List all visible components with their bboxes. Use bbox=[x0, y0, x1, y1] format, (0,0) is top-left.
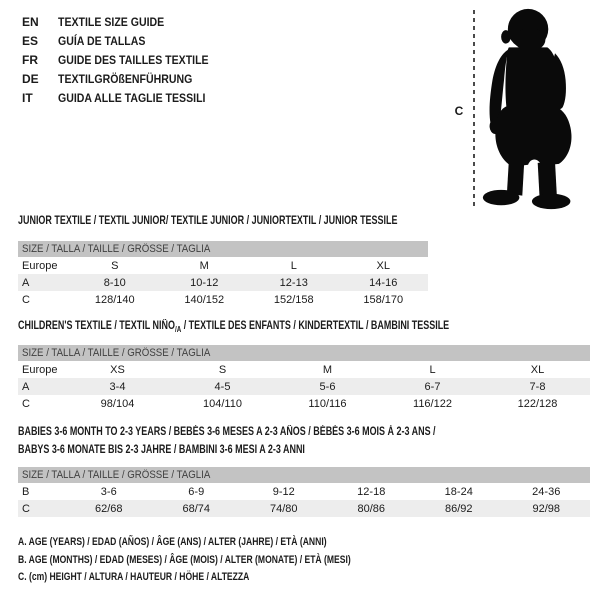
children-size-table bbox=[18, 345, 590, 412]
babies-heading-text-line1: BABIES 3-6 MONTH TO 2-3 YEARS / BEBÉS 3-6 MESES A 2-3 AÑOS / BÉBÉS 3-6 MOIS À 2-3 ANS / bbox=[18, 426, 436, 438]
children-heading-pre: CHILDREN'S TEXTILE / TEXTIL NIÑO bbox=[18, 320, 175, 332]
column-header: L bbox=[290, 259, 297, 272]
language-row-it bbox=[22, 88, 229, 107]
babies-section-heading-line1 bbox=[18, 426, 553, 438]
size-value: 8-10 bbox=[103, 276, 126, 289]
size-value: 74/80 bbox=[269, 502, 298, 515]
children-heading-text bbox=[18, 320, 449, 332]
language-row-fr bbox=[22, 50, 229, 69]
column-header: S bbox=[111, 259, 119, 272]
height-measure-label: C bbox=[454, 104, 464, 118]
size-header-bar bbox=[18, 467, 590, 483]
table-row-columns bbox=[18, 257, 428, 274]
toddler-silhouette-icon bbox=[481, 7, 579, 211]
table-row-age-months bbox=[18, 483, 590, 500]
language-code: EN bbox=[22, 14, 39, 29]
size-value: 6-7 bbox=[424, 380, 441, 393]
language-row-es bbox=[22, 31, 229, 50]
size-value: 128/140 bbox=[94, 293, 135, 306]
row-label: C bbox=[22, 397, 30, 410]
size-value: 110/116 bbox=[308, 397, 347, 410]
column-header: S bbox=[218, 363, 227, 376]
footnote-c-text: C. (cm) HEIGHT / ALTURA / HAUTEUR / HÖHE / ALTEZZA bbox=[18, 571, 250, 583]
language-row-de bbox=[22, 69, 229, 88]
size-header-text: SIZE / TALLA / TAILLE / GRÖSSE / TAGLIA bbox=[22, 347, 211, 359]
row-label: B bbox=[22, 485, 30, 498]
language-code: DE bbox=[22, 71, 39, 86]
language-code: ES bbox=[22, 33, 39, 48]
table-row-columns bbox=[18, 361, 590, 378]
size-value: 104/110 bbox=[203, 397, 242, 410]
size-value: 62/68 bbox=[94, 502, 123, 515]
language-label: TEXTILE SIZE GUIDE bbox=[58, 14, 165, 29]
size-value: 4-5 bbox=[214, 380, 231, 393]
size-value: 7-8 bbox=[529, 380, 546, 393]
table-row-height bbox=[18, 395, 590, 412]
size-header-text: SIZE / TALLA / TAILLE / GRÖSSE / TAGLIA bbox=[22, 243, 211, 255]
column-header: Europe bbox=[22, 363, 58, 376]
language-label: GUIDA ALLE TAGLIE TESSILI bbox=[58, 90, 206, 105]
size-value: 12-18 bbox=[357, 485, 386, 498]
height-measure-dashed-line bbox=[473, 10, 475, 207]
size-value: 14-16 bbox=[369, 276, 398, 289]
table-row-age bbox=[18, 378, 590, 395]
size-value: 80/86 bbox=[357, 502, 386, 515]
footnote-b-text: B. AGE (MONTHS) / EDAD (MESES) / ÂGE (MOIS) / ALTER (MONATE) / ETÀ (MESI) bbox=[18, 554, 351, 566]
size-value: 152/158 bbox=[273, 293, 314, 306]
size-value: 140/152 bbox=[184, 293, 225, 306]
size-value: 6-9 bbox=[188, 485, 205, 498]
row-label: A bbox=[22, 380, 30, 393]
size-value: 9-12 bbox=[272, 485, 295, 498]
size-value: 3-6 bbox=[100, 485, 117, 498]
size-value: 12-13 bbox=[279, 276, 308, 289]
junior-heading-text: JUNIOR TEXTILE / TEXTIL JUNIOR/ TEXTILE JUNIOR / JUNIORTEXTIL / JUNIOR TESSILE bbox=[18, 215, 398, 227]
row-label: A bbox=[22, 276, 30, 289]
size-value: 10-12 bbox=[190, 276, 219, 289]
row-label: C bbox=[22, 293, 30, 306]
size-value: 86/92 bbox=[444, 502, 473, 515]
language-label: GUÍA DE TALLAS bbox=[58, 33, 146, 48]
row-label: C bbox=[22, 502, 30, 515]
size-value: 3-4 bbox=[109, 380, 126, 393]
table-row-age bbox=[18, 274, 428, 291]
language-row-en bbox=[22, 12, 229, 31]
junior-size-table bbox=[18, 241, 428, 308]
footnote-c bbox=[18, 571, 315, 583]
language-code: IT bbox=[22, 90, 33, 105]
size-value: 158/170 bbox=[363, 293, 404, 306]
column-header: XS bbox=[110, 363, 125, 376]
size-value: 24-36 bbox=[532, 485, 561, 498]
size-value: 98/104 bbox=[100, 397, 135, 410]
footnote-a bbox=[18, 536, 414, 548]
table-row-height bbox=[18, 500, 590, 517]
footnote-a-text: A. AGE (YEARS) / EDAD (AÑOS) / ÂGE (ANS) / ALTER (JAHRE) / ETÀ (ANNI) bbox=[18, 536, 327, 548]
column-header: XL bbox=[376, 259, 390, 272]
babies-size-table bbox=[18, 467, 590, 517]
table-row-height bbox=[18, 291, 428, 308]
babies-section-heading-line2 bbox=[18, 444, 386, 456]
size-header-text: SIZE / TALLA / TAILLE / GRÖSSE / TAGLIA bbox=[22, 469, 211, 481]
size-value: 18-24 bbox=[444, 485, 473, 498]
language-code: FR bbox=[22, 52, 38, 67]
size-value: 116/122 bbox=[413, 397, 452, 410]
column-header: L bbox=[429, 363, 436, 376]
children-heading-post: / TEXTILE DES ENFANTS / KINDERTEXTIL / BAMBINI TESSILE bbox=[181, 320, 450, 332]
column-header: XL bbox=[530, 363, 545, 376]
language-label: GUIDE DES TAILLES TEXTILE bbox=[58, 52, 209, 67]
size-value: 92/98 bbox=[532, 502, 561, 515]
language-label: TEXTILGRÖßENFÜHRUNG bbox=[58, 71, 193, 86]
column-header: M bbox=[322, 363, 333, 376]
size-value: 5-6 bbox=[319, 380, 336, 393]
junior-section-heading bbox=[18, 215, 504, 227]
footnote-b bbox=[18, 554, 445, 566]
babies-heading-text-line2: BABYS 3-6 MONATE BIS 2-3 JAHRE / BAMBINI 3-6 MESI A 2-3 ANNI bbox=[18, 444, 305, 456]
column-header: M bbox=[199, 259, 209, 272]
size-header-bar bbox=[18, 345, 590, 361]
size-value: 122/128 bbox=[517, 397, 558, 410]
size-value: 68/74 bbox=[182, 502, 211, 515]
column-header: Europe bbox=[22, 259, 58, 272]
size-header-bar bbox=[18, 241, 428, 257]
children-section-heading bbox=[18, 320, 571, 332]
language-legend bbox=[22, 12, 229, 107]
children-heading-sub: /A bbox=[174, 325, 182, 334]
